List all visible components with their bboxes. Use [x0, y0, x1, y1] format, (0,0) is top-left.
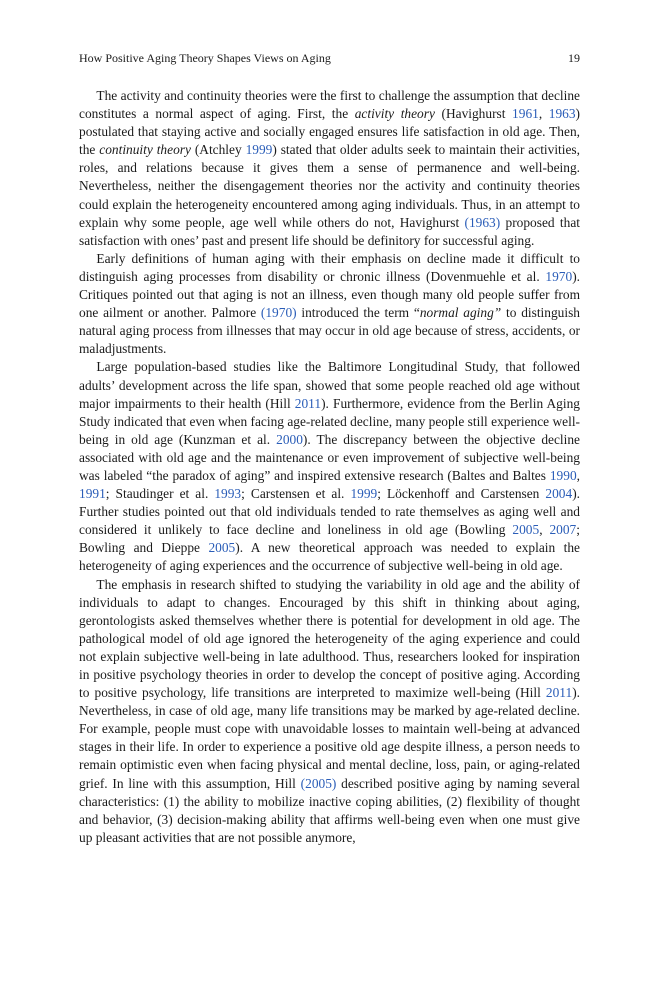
paragraph [79, 576, 580, 847]
text-run: Early definitions of human aging with their emphasis on decline made it difficult to distinguish aging processes from disability or chronic illness (Dovenmuehle et al. [79, 250, 580, 284]
text-run: ; Löckenhoff and Carstensen [377, 486, 546, 502]
text-run: ; Bowling and Dieppe [79, 522, 580, 556]
text-run: to distinguish natural aging process from illnesses that may occur in old age because of stress, accidents, or maladjustments. [79, 305, 580, 357]
text-run: (Atchley [190, 142, 246, 158]
text-run: ; Staudinger et al. [105, 486, 215, 502]
text-run: ; Carstensen et al. [241, 486, 351, 502]
text-run: ). Nevertheless, in case of old age, many life transitions may be marked by age-related decline. For example, people must cope with unavoidable losses to maintain well-being at advanced stages in their life. In order to experience a positive old age despite illness, a person needs to remain optimistic even when facing physical and mental decline, loss, pain, or aging-related grief. In line with this assumption, Hill [79, 685, 580, 791]
citation-year-link[interactable]: 1961 [512, 106, 539, 122]
citation-year-link[interactable]: 1993 [214, 486, 242, 502]
citation-year-link[interactable]: (2005) [300, 775, 337, 791]
paragraph [79, 358, 580, 575]
text-run: ). Critiques pointed out that aging is not an illness, even though many old people suffer from one ailment or another. Palmore [79, 268, 580, 321]
citation-year-link[interactable]: 1991 [79, 486, 106, 502]
page-number: 19 [568, 51, 580, 65]
citation-year-link[interactable]: 1990 [549, 467, 577, 483]
text-run: , [576, 467, 580, 483]
running-head-title: How Positive Aging Theory Shapes Views on Aging [79, 51, 331, 65]
citation-year-link[interactable]: 1963 [548, 106, 576, 122]
citation-year-link[interactable]: 1970 [545, 268, 573, 284]
italic-term: activity theory [354, 106, 435, 122]
citation-year-link[interactable]: 2005 [208, 540, 236, 556]
citation-year-link[interactable]: (1970) [260, 305, 297, 321]
text-run: ). A new theoretical approach was needed to explain the heterogeneity of aging experiences and the occurrence of subjective well-being in old age. [79, 540, 580, 574]
body-text [79, 87, 580, 847]
text-run: ). Furthermore, evidence from the Berlin Aging Study indicated that even when facing age-related decline, many people still experience well-being in old age (Kunzman et al. [79, 395, 580, 447]
text-run: introduced the term “ [296, 305, 420, 321]
citation-year-link[interactable]: 2007 [549, 522, 577, 538]
citation-year-link[interactable]: 2011 [545, 685, 573, 701]
text-run: ). Further studies pointed out that old individuals tended to rate themselves as aging well and considered it unlikely to face decline and loneliness in old age (Bowling [79, 486, 580, 538]
italic-term: continuity theory [99, 142, 191, 158]
text-run: ) stated that older adults seek to maintain their activities, roles, and relations because it gives them a sense of permanence and well-being. Nevertheless, neither the disengagement theories nor the activity and continuity theories could explain the heterogeneity encountered among aging individuals. Thus, in an attempt to explain why some people, age well while others do not, Havighurst [79, 142, 580, 230]
citation-year-link[interactable]: 1999 [245, 142, 273, 158]
text-run: ). The discrepancy between the objective decline associated with old age and the maintenance or even improvement of subjective well-being was labeled “the paradox of aging” and inspired extensive research (Baltes and Baltes [79, 431, 580, 483]
citation-year-link[interactable]: (1963) [464, 214, 501, 230]
citation-year-link[interactable]: 1999 [350, 486, 378, 502]
text-run: Large population-based studies like the Baltimore Longitudinal Study, that followed adults’ development across the life span, showed that some people reached old age without major impairments to their health (Hill [79, 359, 580, 411]
citation-year-link[interactable]: 2000 [276, 431, 303, 447]
citation-year-link[interactable]: 2004 [545, 486, 573, 502]
text-run: described positive aging by naming several characteristics: (1) the ability to mobilize inactive coping abilities, (2) flexibility of thought and behavior, (3) decision-making ability that affirms well-being even when one must give up pleasant activities that are not possible anymore, [79, 775, 580, 845]
paragraph [79, 87, 580, 250]
paragraph [79, 250, 580, 359]
citation-year-link[interactable]: 2005 [512, 522, 540, 538]
text-run: proposed that satisfaction with ones’ past and present life should be definitory for successful aging. [79, 214, 580, 248]
text-run: , [539, 522, 550, 538]
text-run: ) postulated that staying active and socially engaged ensures life satisfaction in old age. Then, the [79, 106, 580, 158]
citation-year-link[interactable]: 2011 [294, 395, 322, 411]
text-run: , [538, 106, 549, 122]
text-run: The activity and continuity theories were the first to challenge the assumption that decline constitutes a normal aspect of aging. First, the [79, 88, 580, 122]
text-run: (Havighurst [434, 106, 513, 122]
italic-term: normal aging” [419, 305, 502, 321]
text-run: The emphasis in research shifted to studying the variability in old age and the ability of individuals to adapt to changes. Encouraged by this shift in thinking about aging, gerontologists asked themselves whether there is potential for development in old age. The pathological model of old age ignored the heterogeneity of the aging experience and could not explain subjective well-being in late adulthood. Thus, researchers looked for inspiration in positive psychology theories in order to develop the concept of positive aging. According to positive psychology, life transitions are interpreted to maximize well-being (Hill [79, 576, 580, 701]
